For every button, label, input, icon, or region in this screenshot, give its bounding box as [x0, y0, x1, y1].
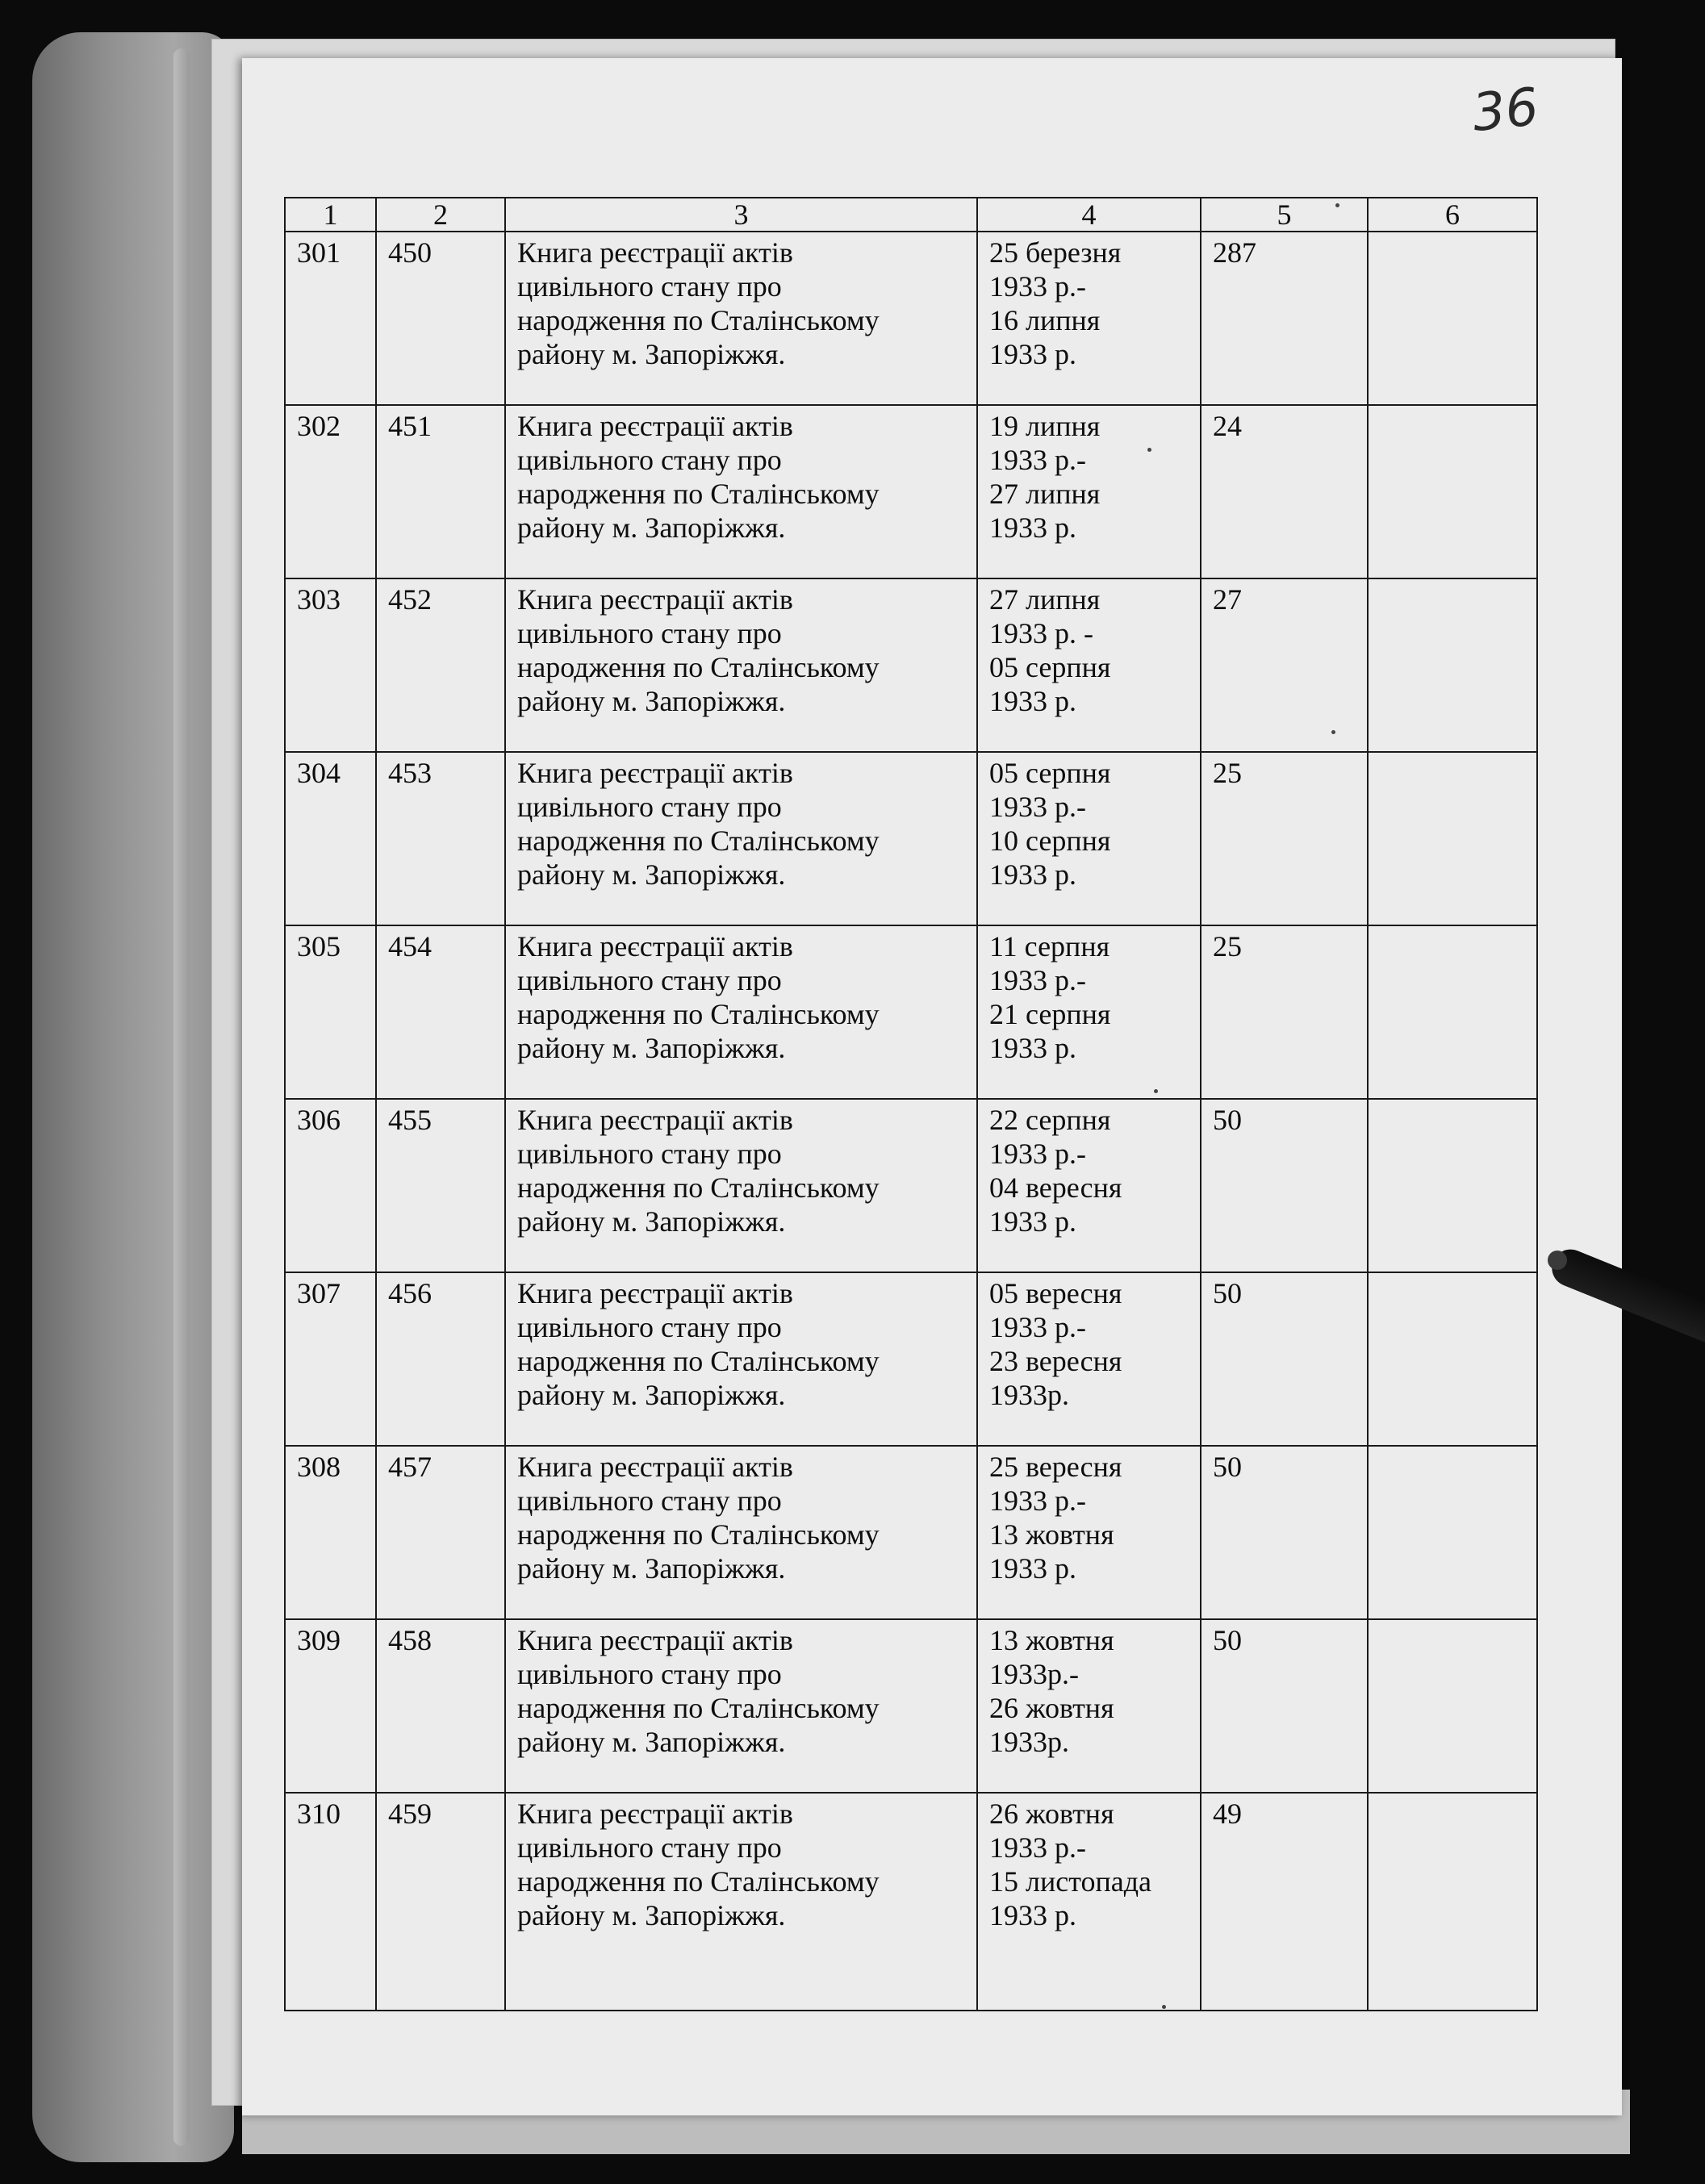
paper-speck	[1147, 448, 1151, 452]
cell-file-number: 456	[376, 1272, 505, 1446]
cell-date-range: 25 березня 1933 р.- 16 липня 1933 р.	[977, 232, 1201, 405]
column-header-5: 5	[1201, 198, 1368, 232]
header-row	[285, 198, 1537, 232]
cell-notes	[1368, 752, 1537, 925]
page-stack-edge	[173, 48, 190, 2146]
column-header-2: 2	[376, 198, 505, 232]
cell-file-number: 459	[376, 1793, 505, 2011]
cell-date-range: 22 серпня 1933 р.- 04 вересня 1933 р.	[977, 1099, 1201, 1272]
cell-description: Книга реєстрації актів цивільного стану про народження по Сталінському району м. Запоріжжя.	[505, 1619, 977, 1793]
cell-file-number: 450	[376, 232, 505, 405]
table-row	[285, 925, 1537, 1099]
paper-speck	[1331, 730, 1335, 734]
cell-description: Книга реєстрації актів цивільного стану про народження по Сталінському району м. Запоріжжя.	[505, 925, 977, 1099]
column-header-3: 3	[505, 198, 977, 232]
cell-sheet-count: 287	[1201, 232, 1368, 405]
cell-number: 309	[285, 1619, 376, 1793]
cell-file-number: 453	[376, 752, 505, 925]
cell-sheet-count: 27	[1201, 578, 1368, 752]
cell-number: 301	[285, 232, 376, 405]
cell-number: 307	[285, 1272, 376, 1446]
cell-notes	[1368, 232, 1537, 405]
table-row	[285, 1619, 1537, 1793]
cell-notes	[1368, 405, 1537, 578]
cell-description: Книга реєстрації актів цивільного стану про народження по Сталінському району м. Запоріжжя.	[505, 578, 977, 752]
table-row	[285, 1099, 1537, 1272]
cell-description: Книга реєстрації актів цивільного стану про народження по Сталінському району м. Запоріжжя.	[505, 752, 977, 925]
column-header-1: 1	[285, 198, 376, 232]
cell-notes	[1368, 1793, 1537, 2011]
cell-file-number: 451	[376, 405, 505, 578]
cell-description: Книга реєстрації актів цивільного стану про народження по Сталінському району м. Запоріжжя.	[505, 1446, 977, 1619]
pen-tip	[1548, 1251, 1567, 1270]
cell-number: 302	[285, 405, 376, 578]
cell-sheet-count: 50	[1201, 1272, 1368, 1446]
table-body	[285, 232, 1537, 2011]
cell-number: 303	[285, 578, 376, 752]
cell-date-range: 25 вересня 1933 р.- 13 жовтня 1933 р.	[977, 1446, 1201, 1619]
cell-file-number: 457	[376, 1446, 505, 1619]
cell-date-range: 11 серпня 1933 р.- 21 серпня 1933 р.	[977, 925, 1201, 1099]
table-row	[285, 752, 1537, 925]
cell-file-number: 458	[376, 1619, 505, 1793]
paper-speck	[1162, 2005, 1166, 2009]
cell-date-range: 05 вересня 1933 р.- 23 вересня 1933р.	[977, 1272, 1201, 1446]
table-row	[285, 405, 1537, 578]
cell-notes	[1368, 1446, 1537, 1619]
cell-description: Книга реєстрації актів цивільного стану про народження по Сталінському району м. Запоріжжя.	[505, 1272, 977, 1446]
cell-notes	[1368, 925, 1537, 1099]
cell-number: 308	[285, 1446, 376, 1619]
cell-sheet-count: 24	[1201, 405, 1368, 578]
cell-date-range: 05 серпня 1933 р.- 10 серпня 1933 р.	[977, 752, 1201, 925]
table-row	[285, 1446, 1537, 1619]
cell-date-range: 27 липня 1933 р. - 05 серпня 1933 р.	[977, 578, 1201, 752]
column-header-6: 6	[1368, 198, 1537, 232]
cell-file-number: 455	[376, 1099, 505, 1272]
cell-notes	[1368, 578, 1537, 752]
table-header	[285, 198, 1537, 232]
cell-date-range: 19 липня 1933 р.- 27 липня 1933 р.	[977, 405, 1201, 578]
cell-sheet-count: 25	[1201, 925, 1368, 1099]
table-row	[285, 578, 1537, 752]
cell-file-number: 454	[376, 925, 505, 1099]
table-row	[285, 232, 1537, 405]
cell-number: 310	[285, 1793, 376, 2011]
paper-speck	[1154, 1089, 1158, 1093]
paper-speck	[1335, 203, 1339, 207]
column-header-4: 4	[977, 198, 1201, 232]
cell-sheet-count: 49	[1201, 1793, 1368, 2011]
cell-description: Книга реєстрації актів цивільного стану про народження по Сталінському району м. Запоріжжя.	[505, 405, 977, 578]
cell-number: 306	[285, 1099, 376, 1272]
register-table	[284, 197, 1538, 2011]
cell-file-number: 452	[376, 578, 505, 752]
cell-sheet-count: 50	[1201, 1619, 1368, 1793]
folded-pages-stack	[32, 32, 234, 2162]
cell-description: Книга реєстрації актів цивільного стану про народження по Сталінському району м. Запоріжжя.	[505, 232, 977, 405]
cell-description: Книга реєстрації актів цивільного стану про народження по Сталінському району м. Запоріжжя.	[505, 1793, 977, 2011]
cell-notes	[1368, 1272, 1537, 1446]
handwritten-folio-number: 36	[1469, 77, 1542, 144]
table-row	[285, 1793, 1537, 2011]
cell-sheet-count: 50	[1201, 1099, 1368, 1272]
cell-number: 305	[285, 925, 376, 1099]
cell-notes	[1368, 1619, 1537, 1793]
cell-date-range: 26 жовтня 1933 р.- 15 листопада 1933 р.	[977, 1793, 1201, 2011]
cell-sheet-count: 50	[1201, 1446, 1368, 1619]
table-row	[285, 1272, 1537, 1446]
cell-description: Книга реєстрації актів цивільного стану про народження по Сталінському району м. Запоріжжя.	[505, 1099, 977, 1272]
cell-date-range: 13 жовтня 1933р.- 26 жовтня 1933р.	[977, 1619, 1201, 1793]
cell-notes	[1368, 1099, 1537, 1272]
cell-sheet-count: 25	[1201, 752, 1368, 925]
cell-number: 304	[285, 752, 376, 925]
